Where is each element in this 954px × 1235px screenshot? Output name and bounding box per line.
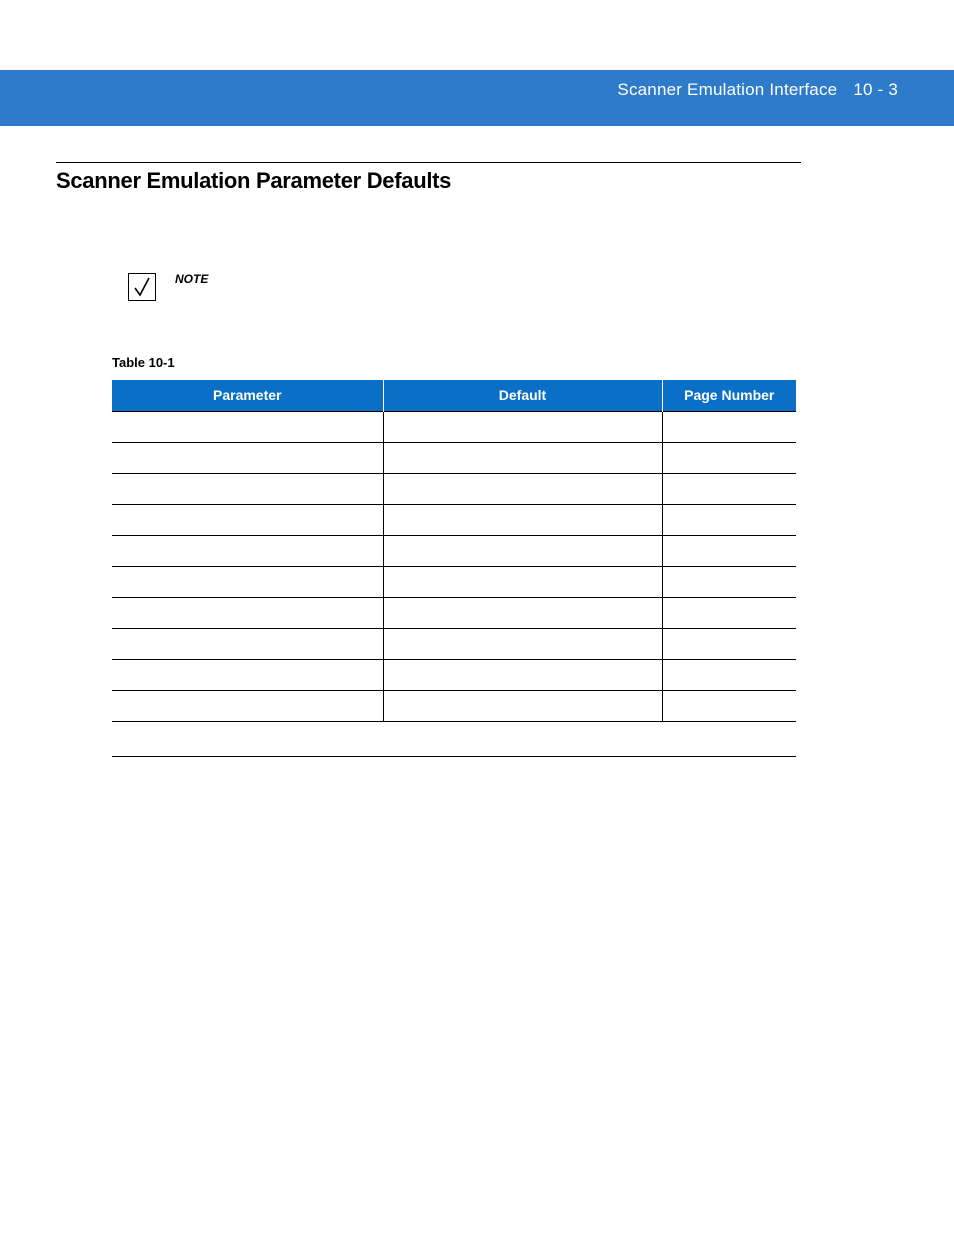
table-cell (662, 535, 796, 566)
table-cell (112, 659, 383, 690)
checkmark-icon (128, 273, 156, 301)
table-row (112, 535, 796, 566)
table-cell (112, 442, 383, 473)
table-cell (383, 473, 662, 504)
table-cell (662, 473, 796, 504)
table-cell (383, 690, 662, 721)
table-cell (112, 411, 383, 442)
table-cell (383, 411, 662, 442)
table-cell (662, 628, 796, 659)
table-cell (662, 504, 796, 535)
table-cell (112, 566, 383, 597)
table-cell (662, 597, 796, 628)
table-row (112, 473, 796, 504)
table-cell (383, 628, 662, 659)
table-cell (383, 535, 662, 566)
table-cell (383, 566, 662, 597)
running-header (617, 80, 898, 100)
table-cell (383, 504, 662, 535)
table-cell (383, 442, 662, 473)
column-header-page-number: Page Number (662, 380, 796, 411)
table-row (112, 659, 796, 690)
table-cell (662, 659, 796, 690)
column-header-default: Default (383, 380, 662, 411)
section-title: Scanner Emulation Parameter Defaults (56, 168, 452, 193)
table-cell (662, 442, 796, 473)
note-label: NOTE (175, 272, 209, 286)
header-section-name: Scanner Emulation Interface (617, 80, 838, 99)
table-cell (662, 690, 796, 721)
table-cell (112, 628, 383, 659)
table-cell (383, 659, 662, 690)
table-row (112, 411, 796, 442)
table-cell (112, 597, 383, 628)
table-cell (383, 597, 662, 628)
table-row (112, 442, 796, 473)
parameter-defaults-table (112, 380, 796, 757)
table-cell (112, 504, 383, 535)
header-page-number: 10 - 3 (853, 80, 898, 99)
table-footer-row (112, 721, 796, 756)
table-caption: Table 10-1 (112, 355, 175, 370)
table-row (112, 690, 796, 721)
table-cell (112, 535, 383, 566)
table-row (112, 597, 796, 628)
table-row (112, 628, 796, 659)
table-row (112, 566, 796, 597)
table-row (112, 504, 796, 535)
table-cell (662, 411, 796, 442)
table-cell (112, 473, 383, 504)
table-cell (112, 690, 383, 721)
column-header-parameter: Parameter (112, 380, 383, 411)
section-rule (56, 162, 801, 163)
table-header-row (112, 380, 796, 411)
table-cell (662, 566, 796, 597)
table-footer-cell (112, 721, 796, 756)
